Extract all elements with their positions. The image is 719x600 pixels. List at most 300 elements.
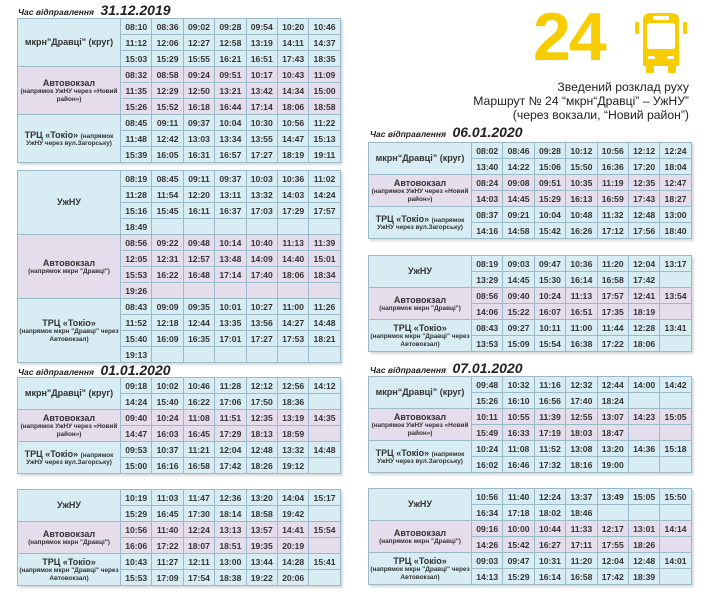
departure-time: 13:54 [660, 288, 691, 304]
departure-time: 11:20 [597, 256, 628, 272]
departure-time: 18:19 [277, 147, 308, 163]
departure-time: 12:29 [152, 83, 183, 99]
departure-time: 13:35 [215, 315, 246, 331]
departure-time: 18:39 [628, 569, 659, 585]
departure-time: 17:12 [597, 223, 628, 239]
departure-time: 17:27 [246, 331, 277, 347]
departure-time: 20:06 [277, 570, 308, 586]
stop-direction-prefix: (напрямок [80, 451, 114, 459]
stop-label [369, 489, 472, 521]
departure-time: 14:58 [503, 223, 534, 239]
route-logo [530, 0, 700, 76]
departure-label: Час відправлення [18, 367, 95, 377]
departure-time: 11:12 [121, 35, 152, 51]
departure-time: 16:05 [152, 147, 183, 163]
departure-time [309, 283, 340, 299]
departure-time: 10:19 [121, 490, 152, 506]
departure-time: 18:21 [309, 331, 340, 347]
stop-label [369, 377, 472, 409]
departure-time: 09:03 [503, 256, 534, 272]
departure-time: 18:03 [566, 425, 597, 441]
departure-time: 09:28 [215, 19, 246, 35]
departure-time: 11:40 [152, 522, 183, 538]
departure-time: 11:48 [121, 131, 152, 147]
departure-time: 15:09 [503, 336, 534, 352]
departure-time: 13:03 [183, 131, 214, 147]
departure-time: 14:12 [309, 378, 340, 394]
departure-time: 16:46 [503, 457, 534, 473]
departure-time: 18:16 [566, 457, 597, 473]
departure-time: 11:21 [183, 442, 214, 458]
departure-time: 13:32 [277, 442, 308, 458]
departure-time: 08:10 [121, 19, 152, 35]
departure-time: 12:47 [660, 175, 691, 191]
departure-time [660, 304, 691, 320]
departure-time: 12:48 [628, 207, 659, 223]
section-date: 07.01.2020 [452, 360, 523, 376]
departure-time: 15:42 [503, 537, 534, 553]
stop-name: ТРЦ «Токіо» [42, 317, 96, 328]
departure-time [628, 457, 659, 473]
departure-time: 16:45 [183, 426, 214, 442]
stop-label [369, 553, 472, 585]
stop-direction: (напрямок мкрн "Дравці" через Автовокзал) [19, 567, 119, 582]
stop-label [369, 441, 472, 473]
departure-time: 18:35 [309, 51, 340, 67]
stop-label [18, 19, 121, 67]
departure-time [309, 219, 340, 235]
departure-time: 16:57 [215, 147, 246, 163]
departure-time: 12:04 [628, 256, 659, 272]
departure-time: 09:47 [503, 553, 534, 569]
stop-direction: УжНУ через вул.Загорську) [377, 224, 463, 231]
departure-time: 11:02 [309, 171, 340, 187]
timetable-row [369, 320, 692, 336]
departure-time: 10:56 [597, 143, 628, 159]
departure-time: 15:53 [121, 267, 152, 283]
departure-time: 09:02 [183, 19, 214, 35]
stop-direction: УжНУ через вул.Загорську) [377, 458, 463, 465]
departure-time: 11:39 [534, 409, 565, 425]
departure-time: 15:45 [152, 203, 183, 219]
timetable-row [369, 377, 692, 393]
departure-time: 16:51 [566, 304, 597, 320]
stop-label [369, 175, 472, 207]
departure-time: 18:07 [183, 538, 214, 554]
departure-time: 15:52 [152, 99, 183, 115]
departure-time: 15:13 [309, 131, 340, 147]
timetable-row [18, 378, 341, 394]
departure-time: 15:26 [121, 99, 152, 115]
departure-time: 18:58 [246, 506, 277, 522]
section-heading-d3 [370, 124, 523, 142]
stop-direction: (напрямок мкрн "Дравці") [28, 267, 110, 275]
departure-time: 15:29 [152, 51, 183, 67]
departure-time: 15:26 [472, 393, 503, 409]
departure-time: 16:35 [183, 331, 214, 347]
departure-time: 10:11 [472, 409, 503, 425]
departure-time: 10:20 [277, 19, 308, 35]
stop-label [18, 442, 121, 474]
departure-time: 16:27 [534, 537, 565, 553]
departure-time: 12:24 [660, 143, 691, 159]
departure-time: 15:40 [152, 394, 183, 410]
departure-time: 12:35 [246, 410, 277, 426]
departure-time: 09:22 [152, 235, 183, 251]
departure-time: 12:24 [183, 522, 214, 538]
departure-time: 14:41 [277, 522, 308, 538]
departure-time: 13:53 [472, 336, 503, 352]
departure-time: 16:02 [472, 457, 503, 473]
departure-time: 09:16 [472, 521, 503, 537]
departure-time: 15:41 [309, 554, 340, 570]
departure-time: 15:05 [628, 489, 659, 505]
departure-time: 15:50 [660, 489, 691, 505]
departure-time: 14:22 [503, 159, 534, 175]
departure-time: 15:30 [534, 272, 565, 288]
stop-label [18, 410, 121, 442]
departure-time [660, 537, 691, 553]
departure-time: 19:11 [309, 147, 340, 163]
departure-time: 16:09 [152, 331, 183, 347]
timetable-d4-back [368, 488, 692, 585]
departure-time: 09:47 [534, 256, 565, 272]
departure-time: 12:27 [183, 35, 214, 51]
departure-time: 13:20 [246, 490, 277, 506]
departure-time: 17:57 [309, 203, 340, 219]
departure-time: 09:35 [183, 299, 214, 315]
departure-time: 17:22 [597, 336, 628, 352]
schedule-subtitle [473, 80, 689, 122]
departure-time: 18:04 [660, 159, 691, 175]
stop-direction-prefix: (напрямок [431, 450, 465, 458]
departure-time: 10:35 [566, 175, 597, 191]
departure-time: 14:23 [628, 409, 659, 425]
departure-time: 09:53 [121, 442, 152, 458]
timetable-d3-back [368, 255, 692, 352]
departure-time [628, 425, 659, 441]
departure-time: 14:48 [309, 315, 340, 331]
timetable-row [369, 489, 692, 505]
departure-time: 11:20 [566, 553, 597, 569]
departure-time: 10:17 [246, 67, 277, 83]
departure-time: 09:11 [183, 171, 214, 187]
subtitle-line-3: (через вокзали, “Новий район”) [512, 108, 689, 122]
departure-time: 11:52 [121, 315, 152, 331]
departure-time: 10:31 [534, 553, 565, 569]
departure-time: 13:19 [246, 35, 277, 51]
stop-name: Автовокзал [393, 411, 447, 422]
departure-time: 12:31 [152, 251, 183, 267]
departure-time: 18:59 [277, 426, 308, 442]
departure-time: 08:19 [472, 256, 503, 272]
departure-time: 10:46 [183, 378, 214, 394]
departure-label: Час відправлення [370, 129, 447, 139]
departure-time: 08:43 [472, 320, 503, 336]
departure-time: 11:13 [566, 288, 597, 304]
departure-time: 11:33 [566, 521, 597, 537]
departure-time: 14:16 [472, 223, 503, 239]
departure-time: 08:32 [121, 67, 152, 83]
departure-time [309, 426, 340, 442]
departure-time: 17:14 [246, 99, 277, 115]
departure-time: 11:39 [309, 235, 340, 251]
departure-time: 17:43 [277, 51, 308, 67]
departure-time [277, 219, 308, 235]
stop-name: мкрн“Дравці” (круг) [375, 153, 465, 164]
stop-name: ТРЦ «Токіо» [24, 448, 79, 459]
departure-time: 13:17 [660, 256, 691, 272]
departure-time: 10:27 [246, 299, 277, 315]
departure-time: 08:36 [152, 19, 183, 35]
timetable-row [369, 441, 692, 457]
timetable-row [369, 143, 692, 159]
stop-name: Автовокзал [42, 412, 96, 423]
stop-direction: (напрямок мкрн "Дравці") [379, 304, 461, 312]
timetable-d1-back [17, 170, 341, 363]
stop-name: ТРЦ «Токіо» [24, 129, 79, 140]
departure-time: 15:29 [503, 569, 534, 585]
departure-time: 14:14 [660, 521, 691, 537]
departure-time: 19:42 [277, 506, 308, 522]
departure-time: 11:08 [503, 441, 534, 457]
stop-label [18, 522, 121, 554]
stop-name: мкрн"Дравці" (круг) [24, 388, 114, 399]
departure-time: 11:16 [534, 377, 565, 393]
timetable-row [18, 522, 341, 538]
timetable-row [369, 288, 692, 304]
stop-direction: (напрямок мкрн "Дравці" через Автовокзал) [370, 333, 470, 348]
departure-time: 13:56 [246, 315, 277, 331]
departure-time: 10:46 [309, 19, 340, 35]
departure-time: 12:18 [152, 315, 183, 331]
departure-time: 12:12 [628, 143, 659, 159]
departure-time: 15:49 [472, 425, 503, 441]
departure-time: 10:56 [121, 522, 152, 538]
departure-time: 17:03 [246, 203, 277, 219]
departure-time: 18:06 [628, 336, 659, 352]
subtitle-line-1: Зведений розклад руху [557, 80, 689, 94]
stop-direction: (напрямок УжНУ через «Новий район») [371, 188, 469, 203]
departure-time: 18:24 [597, 393, 628, 409]
departure-time: 15:00 [121, 458, 152, 474]
departure-time: 12:48 [628, 553, 659, 569]
departure-time: 17:06 [215, 394, 246, 410]
departure-time [309, 394, 340, 410]
departure-time: 16:38 [566, 336, 597, 352]
departure-time [660, 425, 691, 441]
departure-time: 12:24 [534, 489, 565, 505]
departure-time: 15:05 [660, 409, 691, 425]
departure-time [246, 347, 277, 363]
departure-time: 17:01 [215, 331, 246, 347]
departure-time [309, 506, 340, 522]
stop-name: Автовокзал [42, 528, 96, 539]
bus-icon [635, 12, 687, 74]
departure-time [309, 570, 340, 586]
stop-direction: (напрямок УжНУ через «Новий район») [371, 422, 469, 437]
departure-time: 15:50 [566, 159, 597, 175]
departure-time: 14:09 [246, 251, 277, 267]
departure-time: 11:03 [152, 490, 183, 506]
departure-time: 10:04 [534, 207, 565, 223]
stop-name: УжНУ [408, 499, 432, 510]
departure-time: 15:53 [121, 570, 152, 586]
timetable-d4-forward [368, 376, 692, 473]
departure-time: 20:19 [277, 538, 308, 554]
departure-time: 11:47 [183, 490, 214, 506]
departure-time: 16:58 [566, 569, 597, 585]
departure-time: 15:17 [309, 490, 340, 506]
departure-time: 16:26 [566, 223, 597, 239]
stop-name: ТРЦ «Токіо» [42, 556, 96, 567]
departure-time: 15:29 [121, 506, 152, 522]
departure-time: 19:35 [246, 538, 277, 554]
stop-label [18, 378, 121, 410]
departure-time [183, 347, 214, 363]
departure-time: 18:47 [597, 425, 628, 441]
departure-time: 14:37 [309, 35, 340, 51]
departure-time: 13:57 [246, 522, 277, 538]
departure-time: 09:40 [121, 410, 152, 426]
departure-time: 11:22 [309, 115, 340, 131]
departure-time: 08:56 [121, 235, 152, 251]
departure-time: 11:44 [597, 320, 628, 336]
departure-time: 15:22 [503, 304, 534, 320]
departure-time [309, 538, 340, 554]
departure-time: 14:34 [277, 83, 308, 99]
departure-time: 10:30 [246, 115, 277, 131]
departure-time: 15:06 [534, 159, 565, 175]
departure-time: 10:03 [246, 171, 277, 187]
departure-time: 17:43 [628, 191, 659, 207]
departure-time: 12:58 [215, 35, 246, 51]
stop-name: Автовокзал [393, 177, 447, 188]
departure-time: 19:00 [597, 457, 628, 473]
timetable-d3-forward [368, 142, 692, 239]
departure-time: 11:19 [597, 175, 628, 191]
departure-time [628, 505, 659, 521]
stop-direction: (напрямок УжНУ через «Новий район») [20, 88, 118, 103]
stop-label [18, 490, 121, 522]
stop-direction: УжНУ через вул.Загорську) [26, 140, 112, 147]
departure-time [277, 347, 308, 363]
departure-time: 16:03 [152, 426, 183, 442]
departure-time: 10:24 [472, 441, 503, 457]
timetable-row [18, 299, 341, 315]
departure-time: 15:16 [121, 203, 152, 219]
departure-time: 10:43 [277, 67, 308, 83]
timetable-row [18, 235, 341, 251]
departure-time: 13:07 [597, 409, 628, 425]
departure-time: 13:29 [472, 272, 503, 288]
departure-time: 10:32 [503, 377, 534, 393]
departure-time: 15:03 [121, 51, 152, 67]
departure-time: 17:50 [246, 394, 277, 410]
departure-time: 12:44 [183, 315, 214, 331]
departure-time: 08:02 [472, 143, 503, 159]
stop-direction: (напрямок мкрн "Дравці" через Автовокзал) [370, 566, 470, 581]
departure-time: 12:11 [183, 554, 214, 570]
departure-time: 10:40 [246, 235, 277, 251]
departure-time: 13:49 [597, 489, 628, 505]
departure-time: 10:01 [215, 299, 246, 315]
departure-time: 11:28 [121, 187, 152, 203]
departure-label: Час відправлення [18, 7, 95, 17]
departure-time: 08:58 [152, 67, 183, 83]
departure-time: 14:36 [628, 441, 659, 457]
departure-time: 15:54 [309, 522, 340, 538]
departure-time: 13:48 [215, 251, 246, 267]
departure-time: 12:42 [152, 131, 183, 147]
departure-time: 16:45 [152, 506, 183, 522]
departure-time: 11:08 [183, 410, 214, 426]
departure-time: 15:29 [534, 191, 565, 207]
departure-time: 10:55 [503, 409, 534, 425]
departure-time: 15:39 [121, 147, 152, 163]
departure-time [660, 457, 691, 473]
departure-time: 14:28 [277, 554, 308, 570]
departure-time: 09:54 [246, 19, 277, 35]
timetable-row [369, 175, 692, 191]
timetable-d2-back [17, 489, 341, 586]
departure-time: 10:56 [472, 489, 503, 505]
departure-time: 15:42 [534, 223, 565, 239]
departure-time [660, 393, 691, 409]
stop-label [369, 207, 472, 239]
departure-time: 13:37 [566, 489, 597, 505]
departure-time: 18:14 [215, 506, 246, 522]
departure-time: 18:38 [215, 570, 246, 586]
departure-time: 18:58 [309, 99, 340, 115]
departure-time: 19:13 [121, 347, 152, 363]
departure-time: 17:30 [183, 506, 214, 522]
stop-name: мкрн“Дравці” (круг) [375, 387, 465, 398]
timetable-row [18, 115, 341, 131]
departure-time [246, 219, 277, 235]
departure-time: 14:48 [309, 442, 340, 458]
departure-time: 16:44 [215, 99, 246, 115]
departure-time: 12:36 [215, 490, 246, 506]
departure-time: 12:57 [183, 251, 214, 267]
departure-time: 12:17 [597, 521, 628, 537]
departure-time: 08:45 [152, 171, 183, 187]
departure-time: 16:51 [246, 51, 277, 67]
timetable-row [18, 490, 341, 506]
stop-label [369, 143, 472, 175]
departure-time: 13:55 [246, 131, 277, 147]
departure-time: 16:13 [566, 191, 597, 207]
stop-label [369, 409, 472, 441]
departure-time: 11:28 [215, 378, 246, 394]
departure-time: 13:41 [660, 320, 691, 336]
departure-time: 13:34 [215, 131, 246, 147]
departure-time: 12:04 [597, 553, 628, 569]
stop-name: ТРЦ «Токіо» [393, 322, 447, 333]
departure-time [183, 283, 214, 299]
departure-time: 15:54 [534, 336, 565, 352]
departure-time: 16:56 [534, 393, 565, 409]
stop-direction-prefix: (напрямок [431, 216, 465, 224]
stop-name: УжНУ [57, 500, 81, 511]
departure-time: 16:14 [566, 272, 597, 288]
timetable-row [18, 442, 341, 458]
stop-name: УжНУ [408, 266, 432, 277]
departure-time: 18:49 [121, 219, 152, 235]
departure-time: 16:22 [152, 267, 183, 283]
departure-time: 11:26 [309, 299, 340, 315]
departure-time: 10:43 [121, 554, 152, 570]
